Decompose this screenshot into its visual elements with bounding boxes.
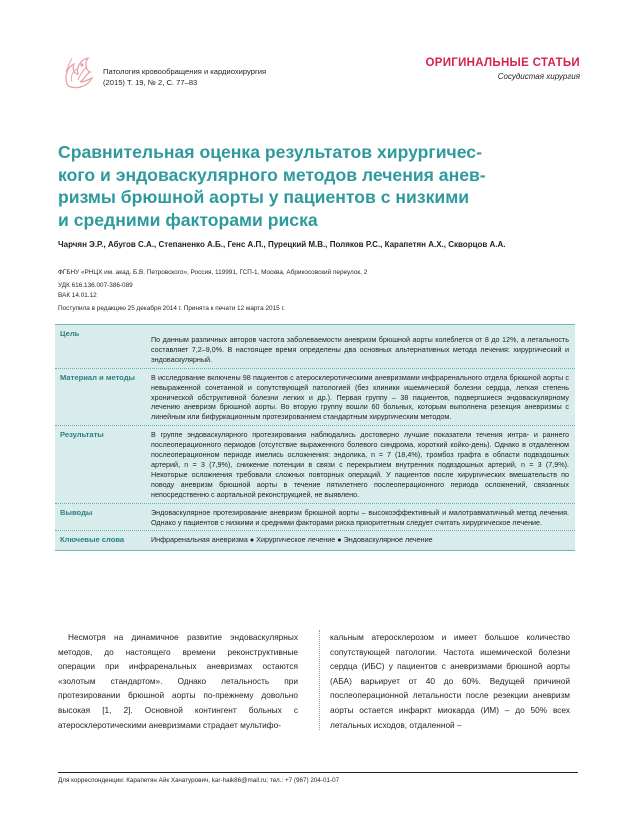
affiliation: ФГБНУ «РНЦХ им. акад. Б.В. Петровского», Россия, 119991, ГСП-1, Москва, Абрикосовский переулок, 2 (58, 269, 368, 276)
abstract-conclusions (55, 503, 575, 531)
abstract-methods (55, 368, 575, 426)
abstract-results (55, 425, 575, 502)
abstract-text: По данным различных авторов частота заболеваемости аневризм брюшной аорты колеблется от 8 до 12%, а летальность составляет 7,2–9,0%. В настоящее время определены два основных альтернативных метода лечения: хирургический и эндоваскулярный. (151, 335, 569, 364)
journal-citation (103, 66, 266, 88)
keyword: Хирургическое лечение (256, 535, 336, 545)
section-title: ОРИГИНАЛЬНЫЕ СТАТЬИ (425, 57, 580, 69)
bullet-icon: ● (337, 535, 342, 545)
abstract-panel (55, 324, 575, 551)
phoenix-logo-icon (58, 52, 96, 92)
journal-issue: (2015) Т. 19, № 2, С. 77–83 (103, 78, 198, 87)
correspondence-footer: Для корреспонденции: Карапетян Айк Хачатурович, kar-haik86@mail.ru; тел.: +7 (967) 204-01-07 (58, 772, 578, 784)
abstract-keywords (55, 530, 575, 550)
udk-code: УДК 616.136.007-386-089 (58, 282, 133, 289)
abstract-text: В исследование включены 98 пациентов с атеросклеротическими аневризмами инфраренального отдела брюшной аорты с невыраженной сочетанной и сопутствующей патологией (без клиники ишемической болезни сердца, легкая степень хронической обструктивной болезни легких и др.). Первая группу – 38 пациентов, подвергшиеся эндоваскулярному лечению аневризм брюшной аорты. Во вторую группу вошли 60 больных, которым выполнена резекция аневризмы с линейным или бифуркационным протезированием стандартным хирургическим методом. (151, 372, 569, 422)
abstract-label: Материал и методы (60, 372, 136, 382)
vak-code: ВАК 14.01.12 (58, 292, 97, 299)
abstract-label: Выводы (60, 507, 93, 517)
section-heading (426, 57, 581, 81)
keyword: Инфраренальная аневризма (151, 535, 248, 545)
abstract-text: В группе эндоваскулярного протезирования наблюдались достоверно лучшие показатели течения интра- и раннего послеоперационного периодов (отсутствие выраженного болевого синдрома, короткий койко-день). Однако в отдаленном послеоперационном периоде имелись осложнения: эндолика, n = 7 (18,4%), тромбоз графта в области подвздошных артерий, n = 3 (7,9%), снижение потенции в связи с перекрытием внутренних подвздошных артерий, n = 3 (7,9%). Некоторые осложнения требовали сложных повторных операций. У пациентов после хирургических вмешательств по поводу аневризм брюшной аорты в течение пятилетнего послеоперационного периода осложнений, связанных непосредственно с аортальной реконструкцией, не выявлено. (151, 430, 569, 499)
article-title: Сравнительная оценка результатов хирургичес- кого и эндоваскулярного методов лечения анев- ризмы брюшной аорты у пациентов с низкими и средними факторами риска (58, 142, 486, 230)
journal-name: Патология кровообращения и кардиохирургия (103, 67, 267, 76)
body-column-left: Несмотря на динамичное развитие эндоваскулярных методов, до настоящего времени реконструктивные операции при инфраренальных аневризмах остаются «золотым стандартом». Однако летальность при протезировании брюшной аорты по-прежнему довольно высокая [1, 2]. Основной контингент больных с атеросклеротическими аневризмами страдает мультифо- (58, 632, 298, 730)
section-subtitle: Сосудистая хирургия (497, 72, 580, 81)
author-list: Чарчян Э.Р., Абугов С.А., Степаненко А.Б., Генс А.П., Пурецкий М.В., Поляков Р.С., Карапетян А.Х., Скворцов А.А. (58, 240, 506, 249)
body-column-right: кальным атеросклерозом и имеет большое количество сопутствующей патологии. Частота ишемической болезни сердца (ИБС) у пациентов с аневризмами брюшной аорты (АБА) варьирует от 40 до 60%. Ведущей причиной послеоперационной летальности после резекции аневризм аорты остается инфаркт миокарда (ИМ) – до 50% всех летальных исходов, отдаленной – (330, 632, 570, 730)
abstract-text: Эндоваскулярное протезирование аневризм брюшной аорты – высокоэффективный и малотравматичный метод лечения. Однако у пациентов с низкими и средними факторами риска приоритетным следует считать хирургическое лечение. (151, 507, 569, 527)
bullet-icon: ● (249, 535, 255, 545)
abstract-label: Результаты (60, 430, 104, 440)
column-divider (319, 630, 320, 730)
abstract-label: Ключевые слова (60, 535, 125, 545)
received-dates: Поступила в редакцию 25 декабря 2014 г. Принята к печати 12 марта 2015 г. (58, 305, 285, 312)
abstract-label: Цель (60, 329, 80, 338)
keyword-list (148, 531, 575, 550)
abstract-aim (55, 325, 575, 368)
keyword: Эндоваскулярное лечение (343, 535, 433, 545)
